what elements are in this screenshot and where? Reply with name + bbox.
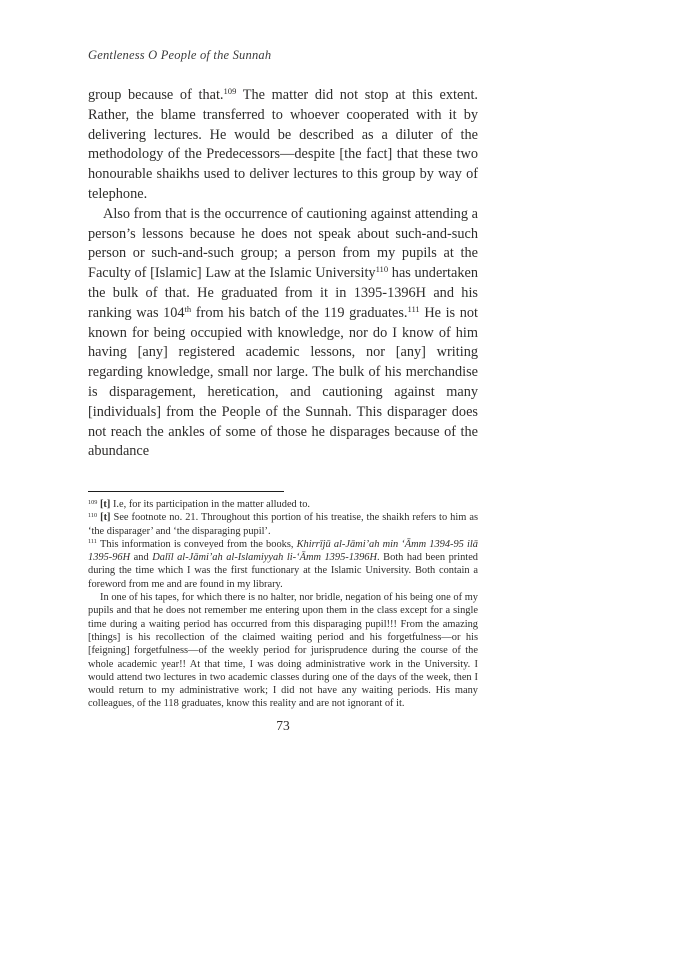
footnote-marker: 109 xyxy=(88,498,98,506)
body-paragraph-1 xyxy=(88,86,478,205)
text-segment: Khirrījū al-Jāmi’ah min ‘Āmm 1394-95 ilā 1395-96H xyxy=(88,538,478,564)
text-segment: This information is conveyed from the books, xyxy=(100,538,297,550)
text-segment: Also from that is the occurrence of cautioning against attending a person’s lessons because he does not speak about such-and-such person or such-and-such group; a person from my pupils at the Faculty of [Islamic] Law at the Islamic University xyxy=(88,205,478,282)
footnote-marker: 110 xyxy=(88,511,98,519)
text-segment: [t] xyxy=(100,512,111,524)
text-segment: and xyxy=(130,552,153,564)
text-segment: group because of that. xyxy=(88,87,224,103)
footnote-ref: 110 xyxy=(375,264,389,275)
footnote-ref: 111 xyxy=(407,304,420,315)
footnote-ref: 109 xyxy=(223,86,237,97)
text-segment: [t] xyxy=(99,499,111,510)
footnote-111-continued xyxy=(88,591,478,711)
body-paragraph-2 xyxy=(88,205,478,462)
footnote-111 xyxy=(88,538,478,591)
page-number: 73 xyxy=(276,718,290,733)
text-segment: Dalīl al-Jāmi’ah al-Islamiyyah li-‘Āmm 1395-1396H xyxy=(152,552,378,564)
body-text xyxy=(88,86,478,462)
text-segment: See footnote no. 21. Throughout this portion of his treatise, the shaikh refers to him as ‘the disparager’ and ‘the disparaging pupil’. xyxy=(88,512,478,537)
footnote-separator xyxy=(88,491,284,492)
footnote-109 xyxy=(88,498,478,511)
footnote-ref: th xyxy=(184,304,192,315)
text-segment: The matter did not stop at this extent. Rather, the blame transferred to whoever cooperated with it by delivering lectures. He would be described as a diluter of the methodology of the Predecessors—despite [the fact] that these two honourable shaikhs used to deliver lectures to this group by way of telephone. xyxy=(88,87,478,202)
footnote-110 xyxy=(88,511,478,538)
footnotes xyxy=(88,498,478,711)
running-header: Gentleness O People of the Sunnah xyxy=(88,48,272,62)
text-segment: from his batch of the 119 graduates. xyxy=(191,304,408,321)
text-segment: has undertaken the bulk of that. He graduated from it in 1395-1396H and his ranking was 104 xyxy=(88,265,479,321)
text-segment: He is not known for being occupied with knowledge, nor do I know of him having [any] registered academic lessons, nor [any] writing regarding knowledge, small nor large. The bulk of his merchandise is disparagement, heretication, and cautioning against many [individuals] from the People of the Sunnah. This disparager does not reach the ankles of some of those he disparages because of the abundance xyxy=(88,304,478,460)
text-segment: In one of his tapes, for which there is no halter, nor bridle, negation of his being one of my pupils and that he does not remember me entering upon them in the class except for a single time during a waiting period has occurred from this disparaging pupil!!! From the amazing [things] is his recollection of the claimed waiting period and his forgetfulness—or his [feigning] forgetfulness—of the weekly period for jurisprudence during the course of the whole academic year!! At that time, I was doing administrative work in the University. I would attend two lectures in two academic classes during one of the days of the week, then I would return to my administrative work; I did not have any waiting periods. His many colleagues, of the 118 graduates, know this reality and are not ignorant of it. xyxy=(88,592,478,710)
text-segment: I.e, for its participation in the matter alluded to. xyxy=(110,499,311,510)
footnote-marker: 111 xyxy=(88,538,97,546)
text-segment: . Both had been printed during the time which I was the first functionary at the Islamic University. Both contain a foreword from me and are found in my library. xyxy=(88,552,478,590)
